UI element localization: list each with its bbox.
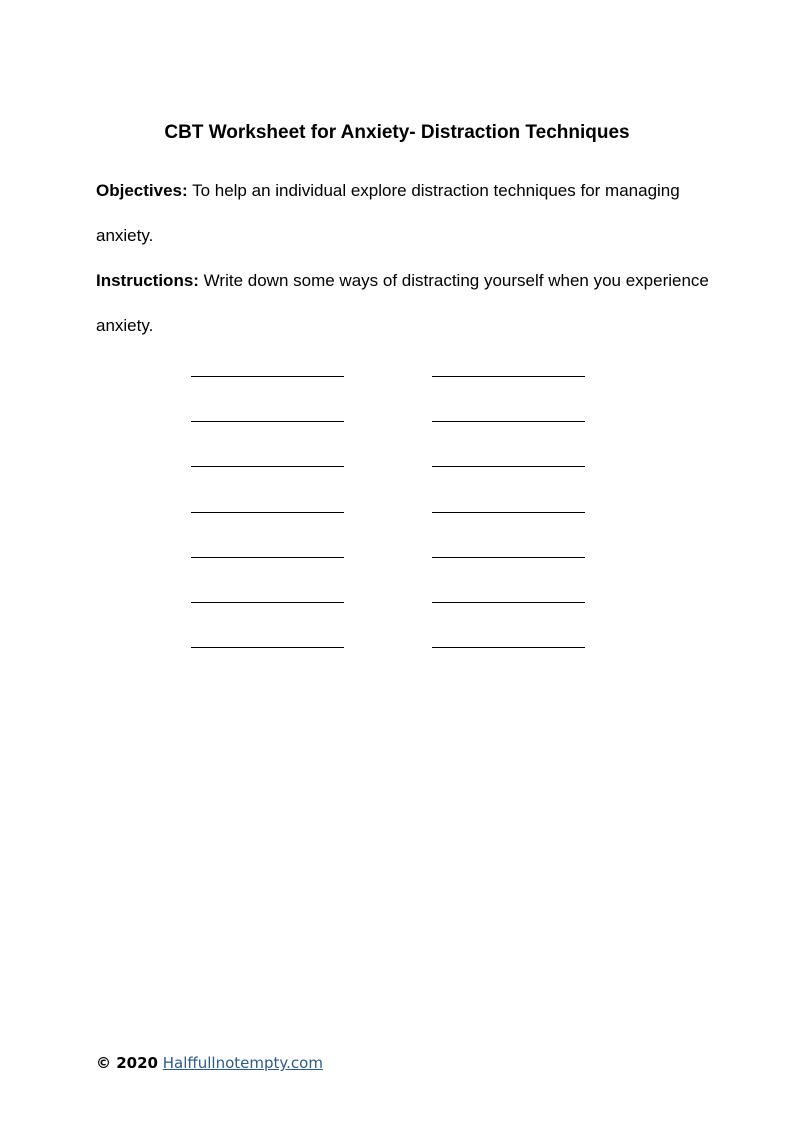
answer-blank-line[interactable] <box>191 647 344 648</box>
answer-blank-line[interactable] <box>432 466 585 467</box>
answer-blank-line[interactable] <box>432 647 585 648</box>
answer-line-row <box>191 376 586 421</box>
answer-line-row <box>191 602 586 647</box>
answer-blank-line[interactable] <box>191 602 344 603</box>
answer-blank-line[interactable] <box>191 421 344 422</box>
instructions-label: Instructions: <box>96 271 199 290</box>
answer-blank-line[interactable] <box>432 376 585 377</box>
answer-blank-line[interactable] <box>191 512 344 513</box>
answer-line-row <box>191 466 586 511</box>
instructions-paragraph <box>96 258 716 348</box>
answer-blank-line[interactable] <box>191 466 344 467</box>
answer-blank-line[interactable] <box>432 557 585 558</box>
objectives-paragraph <box>96 168 716 258</box>
answer-line-row <box>191 512 586 557</box>
footer <box>96 1052 323 1074</box>
answer-blank-line[interactable] <box>432 602 585 603</box>
answer-blank-line[interactable] <box>432 512 585 513</box>
answer-blank-line[interactable] <box>191 557 344 558</box>
answer-blank-line[interactable] <box>432 421 585 422</box>
instructions-text: Write down some ways of distracting yourself when you experience anxiety. <box>96 271 709 335</box>
objectives-text: To help an individual explore distraction techniques for managing anxiety. <box>96 181 680 245</box>
objectives-label: Objectives: <box>96 181 188 200</box>
answer-blank-line[interactable] <box>191 376 344 377</box>
answer-line-row <box>191 647 586 692</box>
worksheet-title: CBT Worksheet for Anxiety- Distraction Techniques <box>164 122 630 143</box>
answer-line-row <box>191 421 586 466</box>
answer-lines-grid <box>191 376 586 692</box>
copyright-text: © 2020 <box>96 1054 158 1072</box>
website-link[interactable]: Halffullnotempty.com <box>162 1054 323 1072</box>
answer-line-row <box>191 557 586 602</box>
